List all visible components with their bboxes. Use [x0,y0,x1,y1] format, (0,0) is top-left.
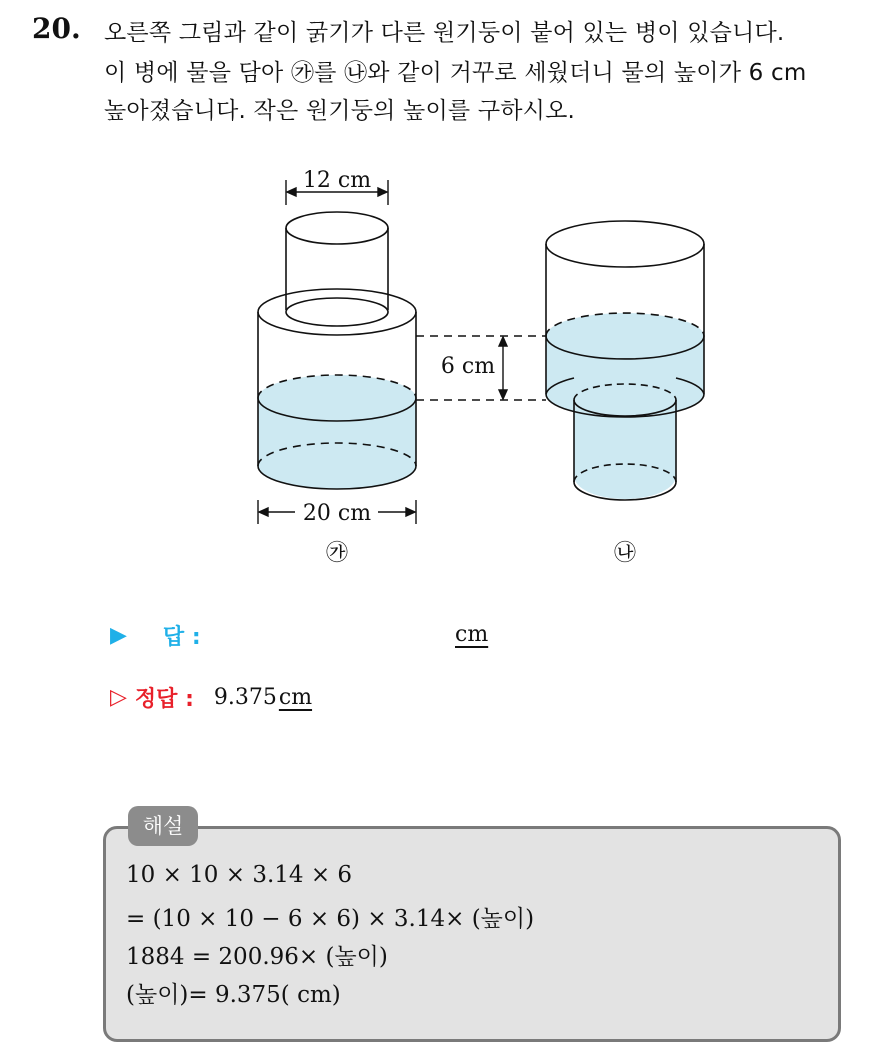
explanation-line-2: = (10 × 10 − 6 × 6) × 3.14× (높이) [126,906,535,932]
label-ga: ㉮ [325,541,349,566]
bottle-na [546,221,704,500]
explanation-line-4: (높이)= 9.375( cm) [126,982,341,1008]
correct-unit: cm [278,685,313,710]
explanation-line-3: 1884 = 200.96× (높이) [126,944,388,970]
label-20cm: 20 cm [302,501,372,526]
label-12cm: 12 cm [302,168,372,193]
explanation-line-1: 10 × 10 × 3.14 × 6 [126,862,353,888]
label-6cm: 6 cm [440,354,496,379]
answer-marker-icon: ▶ [110,623,127,648]
answer-row [110,620,201,651]
question-number: 20. [32,12,81,45]
answer-unit[interactable]: cm [455,622,489,647]
correct-label: 정답 : [134,687,194,712]
answer-label: 답 : [162,625,201,650]
explanation-tab: 해설 [128,806,198,846]
cylinder-figure [240,155,720,575]
correct-row [110,682,312,713]
explanation-box [103,826,841,1042]
bottle-ga [258,212,416,489]
label-na: ㉯ [613,541,637,566]
correct-value: 9.375 [213,685,277,710]
question-line-3: 높아졌습니다. 작은 원기둥의 높이를 구하시오. [104,98,576,124]
question-line-2: 이 병에 물을 담아 ㉮를 ㉯와 같이 거꾸로 세웠더니 물의 높이가 6 cm [104,60,807,86]
correct-marker-icon: ▷ [110,685,127,710]
question-line-1: 오른쪽 그림과 같이 굵기가 다른 원기둥이 붙어 있는 병이 있습니다. [104,20,785,46]
